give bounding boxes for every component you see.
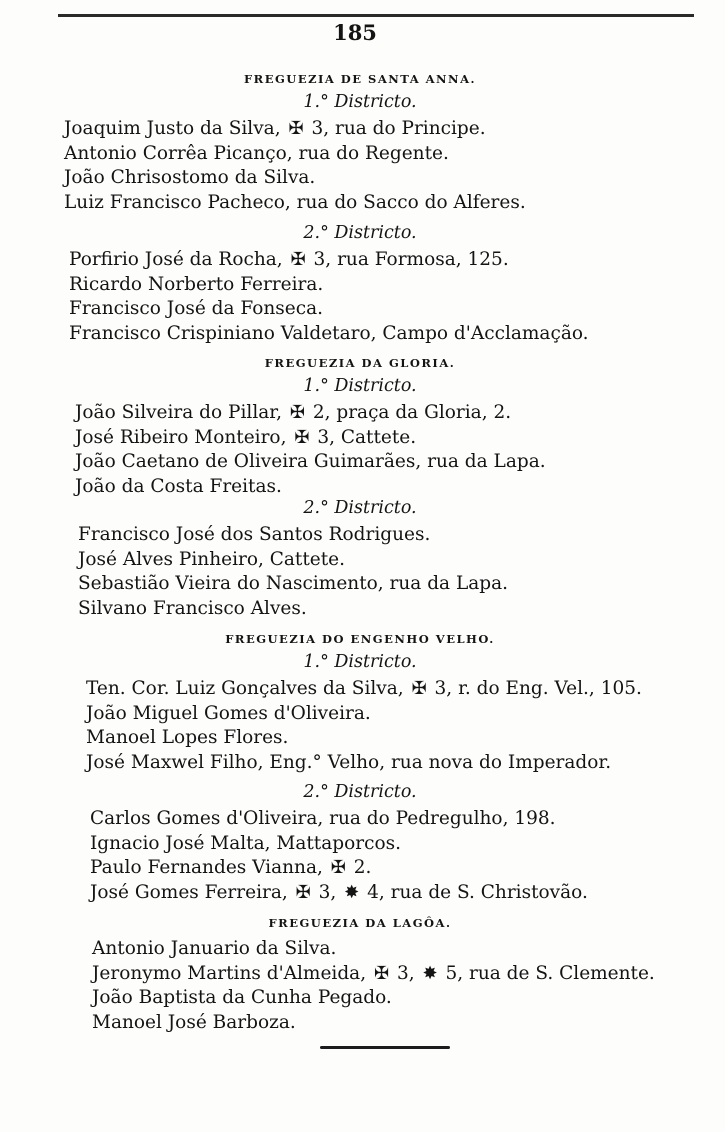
entry-line <box>75 451 546 473</box>
entry-text: Luiz Francisco Pacheco, rua do Sacco do Alferes. <box>64 191 526 213</box>
entry-text: José Maxwel Filho, Eng.° Velho, rua nova do Imperador. <box>86 751 612 773</box>
entry-line <box>64 143 449 165</box>
entry-text: Manoel Lopes Flores. <box>86 727 289 748</box>
entry-line <box>69 298 323 320</box>
entry-text: 2. <box>347 857 372 878</box>
entry-line <box>86 678 642 700</box>
entry-text: Paulo Fernandes Vianna, <box>90 857 329 878</box>
entry-text: Ricardo Norberto Ferreira. <box>69 273 324 295</box>
entry-line <box>75 402 511 424</box>
entry-line <box>78 524 430 546</box>
entry-text: José Alves Pinheiro, Cattete. <box>78 548 345 570</box>
entry-line <box>92 1012 296 1034</box>
district-label: 1.° Districto. <box>303 376 417 396</box>
entry-line <box>69 323 589 345</box>
entry-text: 2, praça da Gloria, 2. <box>306 402 512 423</box>
order-cross-icon: ✠ <box>295 881 311 903</box>
entry-text: Carlos Gomes d'Oliveira, rua do Pedregulho, 198. <box>90 808 556 829</box>
page-number: 185 <box>333 20 377 45</box>
order-rosette-icon: ✸ <box>344 881 360 903</box>
entry-line <box>64 192 526 214</box>
entry-text: Manoel José Barboza. <box>92 1011 296 1033</box>
order-cross-icon: ✠ <box>294 426 310 448</box>
entry-line <box>64 167 315 189</box>
entry-line <box>90 833 401 855</box>
district-label: 1.° Districto. <box>303 92 417 112</box>
district-label: 2.° Districto. <box>303 498 417 518</box>
entry-text: João da Costa Freitas. <box>75 475 282 497</box>
entry-text: 4, rua de S. Christovão. <box>361 881 588 903</box>
entry-text: 3, rua Formosa, 125. <box>307 249 509 270</box>
entry-text: 5, rua de S. Clemente. <box>439 962 655 984</box>
district-label: 2.° Districto. <box>303 782 417 802</box>
order-cross-icon: ✠ <box>411 678 427 699</box>
order-cross-icon: ✠ <box>373 962 390 984</box>
entry-text: João Caetano de Oliveira Guimarães, rua da Lapa. <box>75 451 546 472</box>
order-cross-icon: ✠ <box>288 118 304 139</box>
entry-text: José Ribeiro Monteiro, <box>75 426 293 448</box>
section-heading: FREGUEZIA DA LAGÔA. <box>268 916 452 930</box>
entry-text: João Miguel Gomes d'Oliveira. <box>86 702 371 724</box>
entry-text: Silvano Francisco Alves. <box>78 597 307 619</box>
entry-line <box>78 573 508 595</box>
entry-text: João Chrisostomo da Silva. <box>64 167 316 188</box>
district-label: 2.° Districto. <box>303 223 417 243</box>
entry-line <box>86 752 611 774</box>
entry-text: 3, <box>312 881 343 903</box>
entry-text: João Baptista da Cunha Pegado. <box>92 987 392 1008</box>
entry-line <box>92 963 655 985</box>
entry-line <box>78 549 345 571</box>
section-heading: FREGUEZIA DE SANTA ANNA. <box>243 72 476 86</box>
entry-text: Antonio Januario da Silva. <box>92 938 337 959</box>
entry-line <box>92 987 392 1009</box>
entry-line <box>90 882 588 904</box>
district-label: 1.° Districto. <box>303 652 417 672</box>
entry-text: Ten. Cor. Luiz Gonçalves da Silva, <box>86 678 410 699</box>
order-cross-icon: ✠ <box>330 857 346 878</box>
entry-text: Francisco Crispiniano Valdetaro, Campo d'Acclamação. <box>69 322 589 344</box>
entry-text: Ignacio José Malta, Mattaporcos. <box>90 832 401 854</box>
entry-line <box>75 476 282 498</box>
entry-text: José Gomes Ferreira, <box>90 881 294 903</box>
entry-line <box>75 427 416 449</box>
entry-text: Sebastião Vieira do Nascimento, rua da Lapa. <box>78 573 509 594</box>
entry-line <box>90 808 556 830</box>
entry-text: Joaquim Justo da Silva, <box>64 118 287 139</box>
entry-text: Francisco José dos Santos Rodrigues. <box>78 524 431 545</box>
entry-line <box>92 938 336 960</box>
entry-text: Jeronymo Martins d'Almeida, <box>92 962 372 984</box>
entry-text: 3, Cattete. <box>311 426 417 448</box>
entry-text: 3, r. do Eng. Vel., 105. <box>428 678 642 699</box>
entry-line <box>69 274 323 296</box>
section-heading: FREGUEZIA DO ENGENHO VELHO. <box>225 632 495 646</box>
entry-line <box>64 118 486 140</box>
entry-text: Francisco José da Fonseca. <box>69 298 323 319</box>
entry-text: Porfirio José da Rocha, <box>69 249 289 270</box>
entry-line <box>90 857 371 879</box>
entry-text: Antonio Corrêa Picanço, rua do Regente. <box>64 142 449 164</box>
order-cross-icon: ✠ <box>290 249 306 270</box>
entry-line <box>86 727 288 749</box>
top-rule <box>58 14 694 17</box>
bottom-rule <box>320 1046 450 1049</box>
order-rosette-icon: ✸ <box>422 962 438 984</box>
entry-line <box>69 249 509 271</box>
entry-text: 3, rua do Principe. <box>305 118 486 139</box>
entry-line <box>78 598 307 620</box>
order-cross-icon: ✠ <box>289 402 305 423</box>
entry-line <box>86 703 371 725</box>
section-heading: FREGUEZIA DA GLORIA. <box>264 356 456 370</box>
entry-text: João Silveira do Pillar, <box>75 402 288 423</box>
entry-text: 3, <box>391 962 421 984</box>
